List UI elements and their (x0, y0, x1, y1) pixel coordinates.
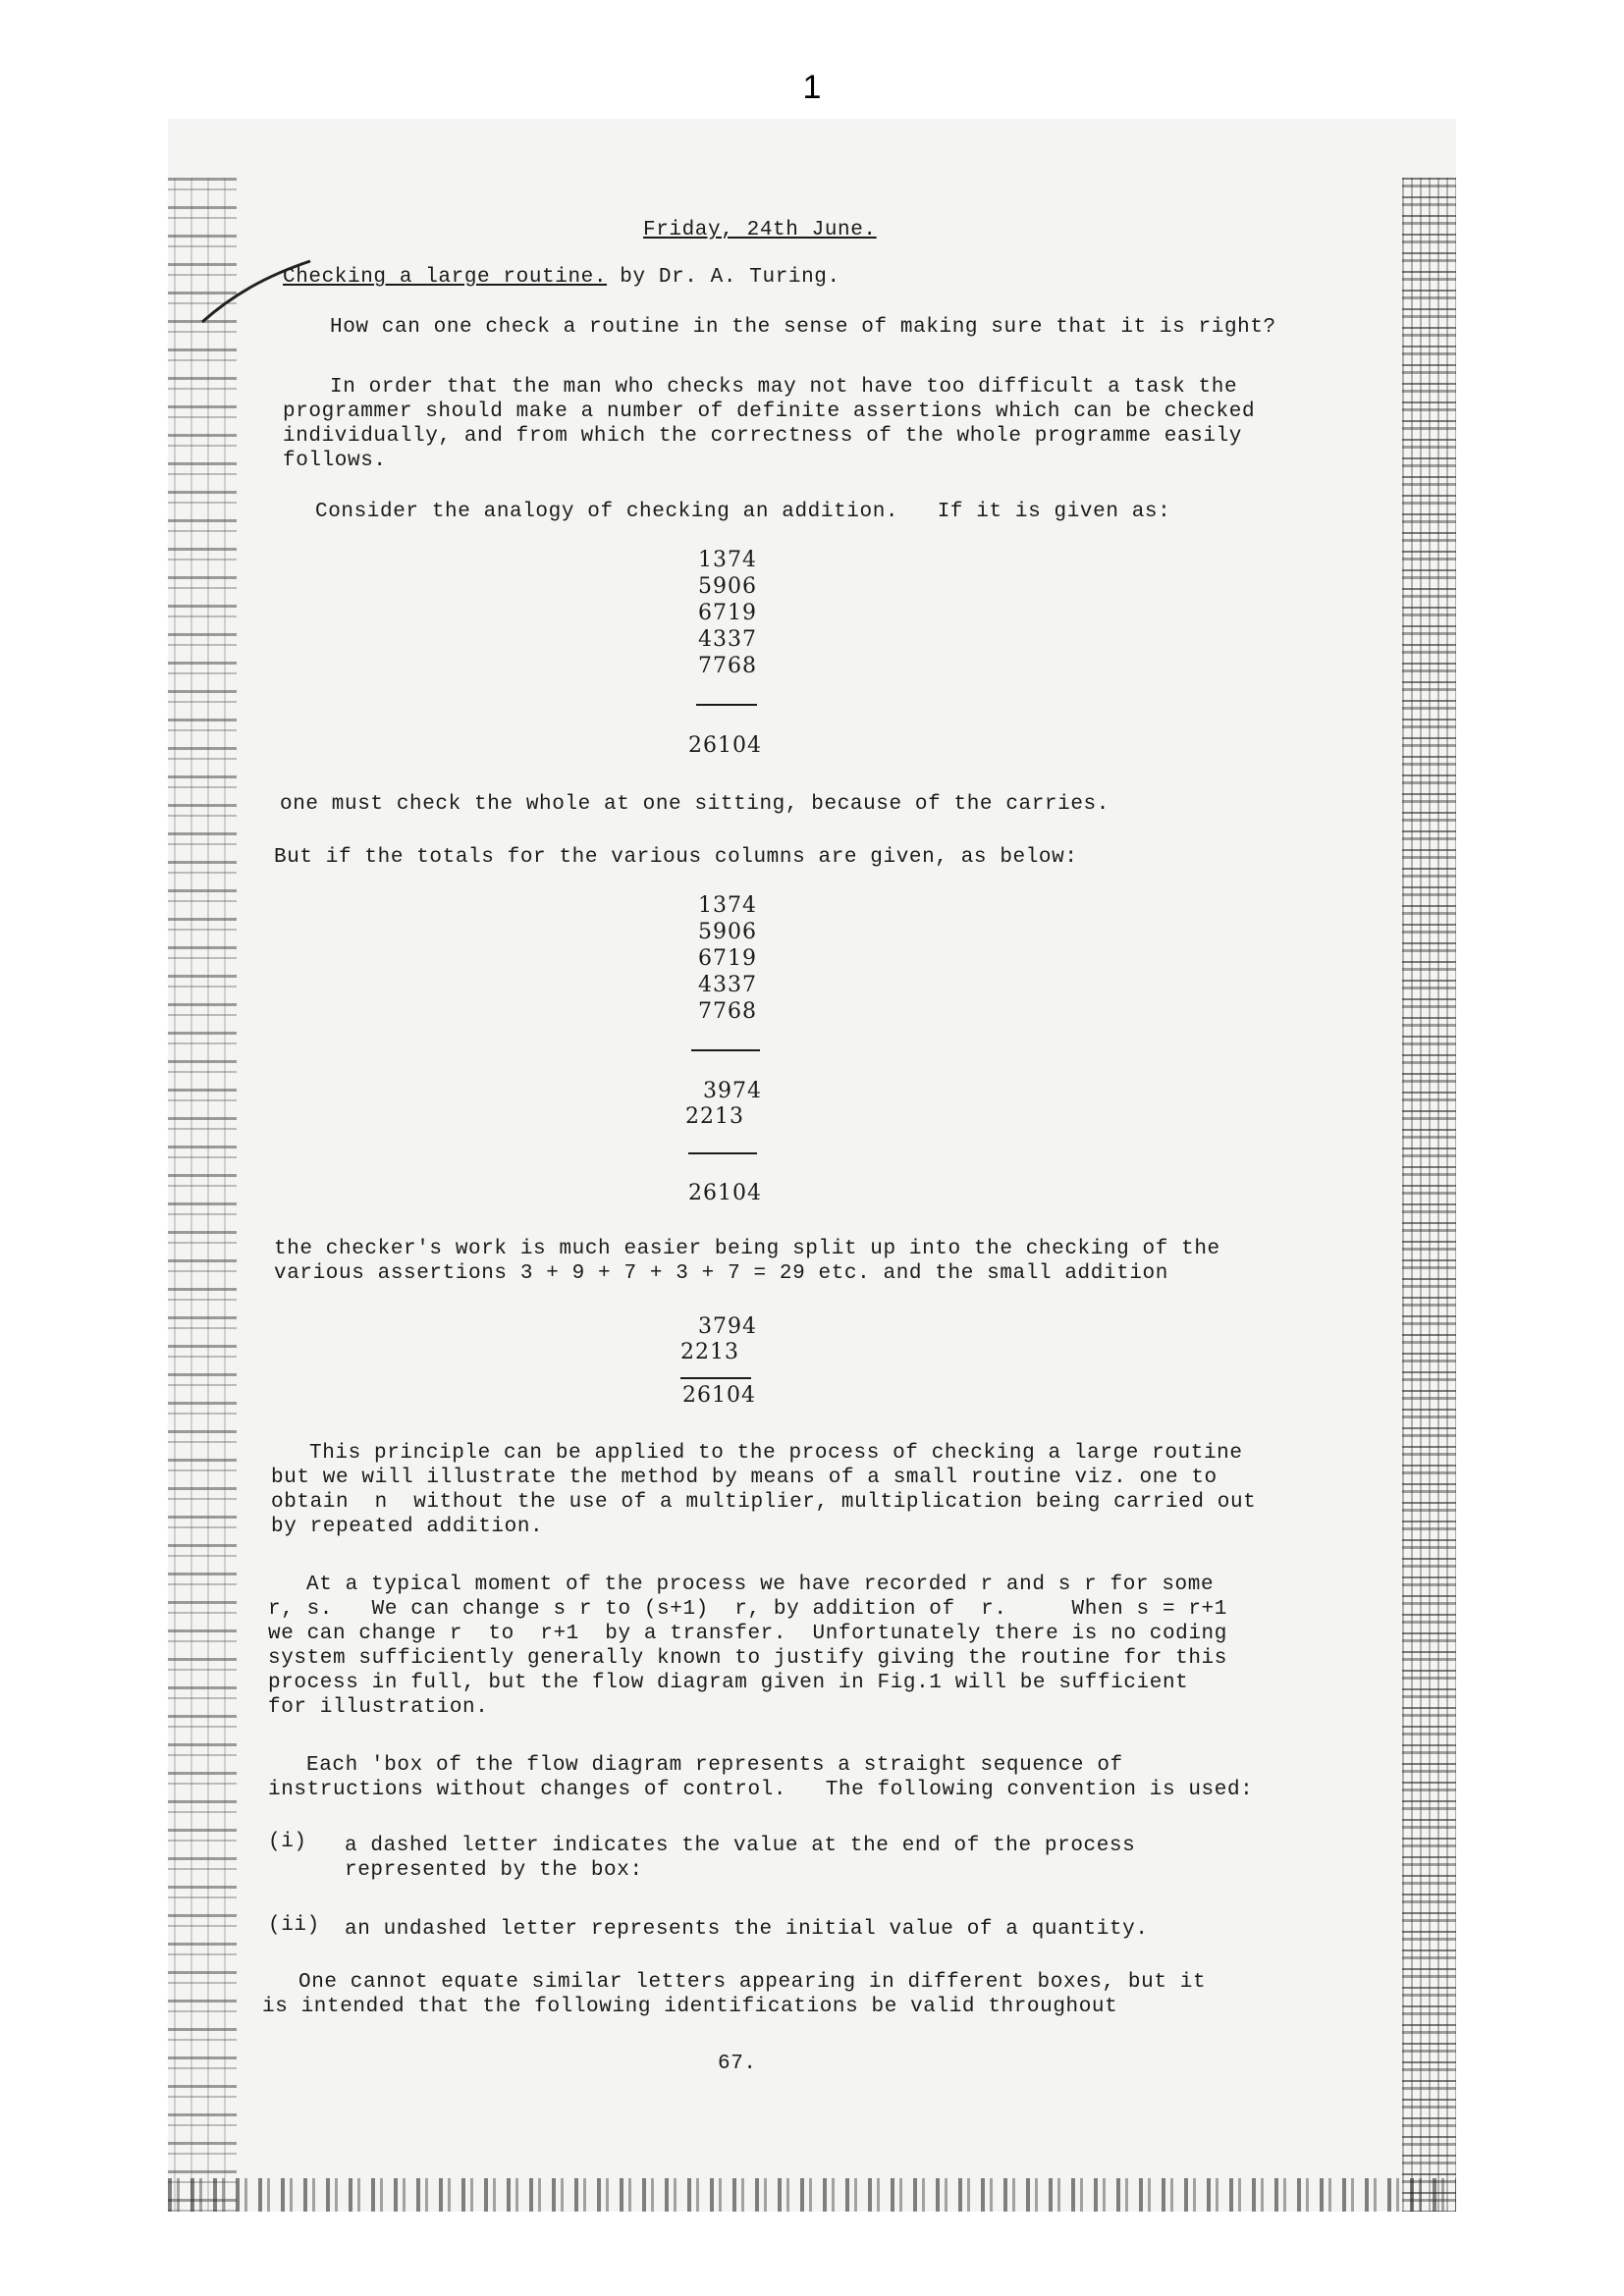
paragraph-line: individually, and from which the correctness of the whole programme easily (283, 425, 1242, 448)
addend: 4337 (698, 627, 757, 652)
column-total: 2213 (680, 1340, 739, 1364)
paragraph-line: system sufficiently generally known to justify giving the routine for this (268, 1647, 1227, 1670)
list-marker: (ii) (268, 1914, 320, 1937)
page-number: 1 (802, 69, 822, 106)
paragraph-line: various assertions 3 + 9 + 7 + 3 + 7 = 29 etc. and the small addition (274, 1262, 1168, 1285)
paragraph-line: process in full, but the flow diagram given in Fig.1 will be sufficient (268, 1672, 1189, 1694)
paragraph-line: instructions without changes of control. The following convention is used: (268, 1779, 1254, 1801)
sum-rule (680, 1377, 751, 1379)
column-total: 3974 (703, 1079, 762, 1103)
sum-rule (696, 704, 757, 706)
sum-rule (691, 1049, 760, 1051)
left-scan-edge (168, 178, 237, 2212)
paragraph-line: for illustration. (268, 1696, 489, 1719)
paragraph-line: Each 'box of the flow diagram represents a straight sequence of (306, 1754, 1123, 1777)
list-marker: (i) (268, 1831, 307, 1853)
paragraph-line: we can change r to r+1 by a transfer. Unfortunately there is no coding (268, 1623, 1227, 1645)
paragraph-line: by repeated addition. (271, 1516, 544, 1538)
paragraph-4: one must check the whole at one sitting, because of the carries. (280, 793, 1110, 816)
document-byline: by Dr. A. Turing. (620, 266, 840, 289)
paragraph-1: How can one check a routine in the sense of making sure that it is right? (330, 316, 1276, 339)
column-total: 2213 (685, 1104, 744, 1129)
paragraph-line: programmer should make a number of definite assertions which can be checked (283, 400, 1256, 423)
paragraph-line: obtain n without the use of a multiplier, multiplication being carried out (271, 1491, 1257, 1514)
paragraph-3: Consider the analogy of checking an addition. If it is given as: (315, 501, 1171, 523)
paragraph-line: but we will illustrate the method by means of a small routine viz. one to (271, 1467, 1218, 1489)
addend: 7768 (698, 999, 757, 1024)
paragraph-line: In order that the man who checks may not have too difficult a task the (330, 376, 1238, 399)
right-scan-edge (1402, 178, 1456, 2212)
addend: 4337 (698, 973, 757, 997)
paragraph-line: an undashed letter represents the initial value of a quantity. (345, 1918, 1149, 1941)
sum-total: 26104 (688, 733, 762, 758)
addend: 6719 (698, 946, 757, 971)
paragraph-line: a dashed letter indicates the value at the end of the process (345, 1835, 1136, 1857)
addend: 6719 (698, 601, 757, 625)
document-date: Friday, 24th June. (643, 219, 877, 241)
paragraph-line: One cannot equate similar letters appearing in different boxes, but it (298, 1971, 1207, 1994)
document-title-line (283, 264, 840, 291)
folio-number: 67. (718, 2053, 757, 2075)
paragraph-line: is intended that the following identifications be valid throughout (262, 1996, 1118, 2018)
sum-total: 26104 (688, 1181, 762, 1205)
addend: 1374 (698, 548, 757, 572)
paragraph-line: follows. (283, 450, 387, 472)
addend: 1374 (698, 893, 757, 918)
document-title: Checking a large routine. (283, 266, 608, 289)
addend: 5906 (698, 574, 757, 599)
paragraph-line: At a typical moment of the process we have recorded r and s r for some (306, 1574, 1215, 1596)
scanned-page (168, 119, 1456, 2212)
sum-rule (688, 1152, 757, 1154)
sum-total: 26104 (682, 1383, 756, 1408)
column-total: 3794 (698, 1314, 757, 1339)
paragraph-line: r, s. We can change s r to (s+1) r, by addition of r. When s = r+1 (268, 1598, 1227, 1621)
paragraph-line: represented by the box: (345, 1859, 643, 1882)
paragraph-5: But if the totals for the various columns are given, as below: (274, 846, 1078, 869)
addend: 7768 (698, 654, 757, 678)
bottom-scan-edge (168, 2178, 1456, 2212)
paragraph-line: the checker's work is much easier being split up into the checking of the (274, 1238, 1220, 1260)
paragraph-line: This principle can be applied to the process of checking a large routine (309, 1442, 1243, 1465)
addend: 5906 (698, 920, 757, 944)
